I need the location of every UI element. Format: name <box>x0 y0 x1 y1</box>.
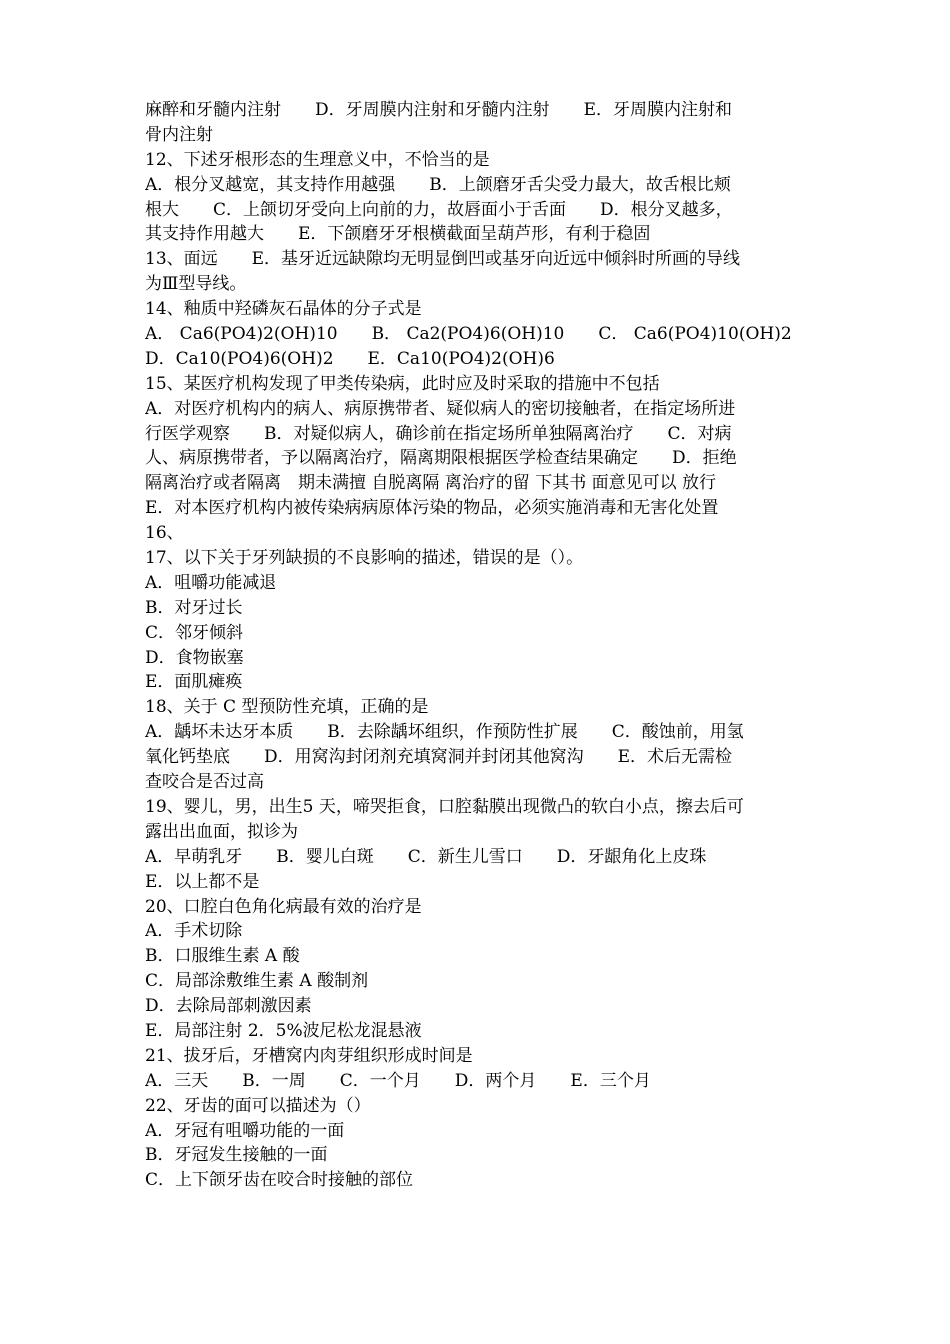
option-line: D．食物嵌塞 <box>145 647 244 668</box>
option-line: E．局部注射 2．5%波尼松龙混悬液 <box>145 1020 422 1041</box>
text-line: E．对本医疗机构内被传染病病原体污染的物品，必须实施消毒和无害化处置 <box>145 498 719 519</box>
text-line: A．根分叉越宽，其支持作用越强 B．上颌磨牙舌尖受力最大，故舌根比颊 <box>145 174 731 195</box>
option-line: E．以上都不是 <box>145 871 260 892</box>
text-line: 根大 C．上颌切牙受向上向前的力，故唇面小于舌面 D．根分叉越多， <box>145 199 733 220</box>
text-line: 麻醉和牙髓内注射 D．牙周膜内注射和牙髓内注射 E．牙周膜内注射和 <box>145 100 733 120</box>
option-line: B．对牙过长 <box>145 597 243 618</box>
text-line: A．三天 B．一周 C．一个月 D．两个月 E．三个月 <box>145 1070 651 1091</box>
option-line: A．牙冠有咀嚼功能的一面 <box>145 1120 345 1141</box>
text-line: 为Ⅲ型导线。 <box>145 274 247 295</box>
option-line: A．手术切除 <box>145 921 243 942</box>
question-14-title: 14、釉质中羟磷灰石晶体的分子式是 <box>145 299 422 320</box>
question-19-title: 19、婴儿，男，出生5 天，啼哭拒食，口腔黏膜出现微凸的软白小点，擦去后可 <box>145 796 744 817</box>
text-line: 骨内注射 <box>145 124 213 145</box>
question-21-title: 21、拔牙后，牙槽窝内肉芽组织形成时间是 <box>145 1045 473 1066</box>
question-17-title: 17、以下关于牙列缺损的不良影响的描述，错误的是（）。 <box>145 548 584 569</box>
option-line: C．局部涂敷维生素 A 酸制剂 <box>145 971 369 992</box>
option-line: B．牙冠发生接触的一面 <box>145 1145 328 1166</box>
question-18-title: 18、关于 C 型预防性充填，正确的是 <box>145 697 429 718</box>
document-page <box>145 98 809 1193</box>
text-line: A．早萌乳牙 B．婴儿白斑 C．新生儿雪口 D．牙龈角化上皮珠 <box>145 846 707 867</box>
text-line: D．Ca10(PO4)6(OH)2 E．Ca10(PO4)2(OH)6 <box>145 348 555 369</box>
text-line: A．龋坏未达牙本质 B．去除龋坏组织，作预防性扩展 C．酸蚀前，用氢 <box>145 722 744 743</box>
option-line: A．咀嚼功能减退 <box>145 572 277 593</box>
text-line: 隔离治疗或者隔离 期未满擅 自脱离隔 离治疗的留 下其书 面意见可以 放行 <box>145 473 717 494</box>
option-line: D．去除局部刺激因素 <box>145 996 312 1017</box>
question-20-title: 20、口腔白色角化病最有效的治疗是 <box>145 896 422 917</box>
question-15-title: 15、某医疗机构发现了甲类传染病，此时应及时采取的措施中不包括 <box>145 373 660 394</box>
text-line: A．对医疗机构内的病人、病原携带者、疑似病人的密切接触者，在指定场所进 <box>145 398 736 419</box>
option-line: C．邻牙倾斜 <box>145 622 244 643</box>
question-13-title: 13、面远 E．基牙近远缺隙均无明显倒凹或基牙向近远中倾斜时所画的导线 <box>145 249 741 270</box>
text-line: 露出出血面，拟诊为 <box>145 821 298 842</box>
text-line: 查咬合是否过高 <box>145 772 264 793</box>
question-16-title: 16、 <box>145 523 184 544</box>
text-line: 氧化钙垫底 D．用窝沟封闭剂充填窝洞并封闭其他窝沟 E．术后无需检 <box>145 747 733 768</box>
option-line: B．口服维生素 A 酸 <box>145 946 300 967</box>
text-line: 其支持作用越大 E．下颌磨牙牙根横截面呈葫芦形，有利于稳固 <box>145 224 651 245</box>
text-line: 行医学观察 B．对疑似病人，确诊前在指定场所单独隔离治疗 C．对病 <box>145 423 732 444</box>
option-line: C．上下颌牙齿在咬合时接触的部位 <box>145 1170 414 1191</box>
text-line: 人、病原携带者，予以隔离治疗，隔离期限根据医学检查结果确定 D．拒绝 <box>145 448 737 469</box>
text-line: A． Ca6(PO4)2(OH)10 B． Ca2(PO4)6(OH)10 C． Ca6(PO4)10(OH)2 <box>145 324 792 345</box>
option-line: E．面肌瘫痪 <box>145 672 243 693</box>
question-22-title: 22、牙齿的面可以描述为（） <box>145 1095 371 1116</box>
question-12-title: 12、下述牙根形态的生理意义中，不恰当的是 <box>145 149 490 170</box>
